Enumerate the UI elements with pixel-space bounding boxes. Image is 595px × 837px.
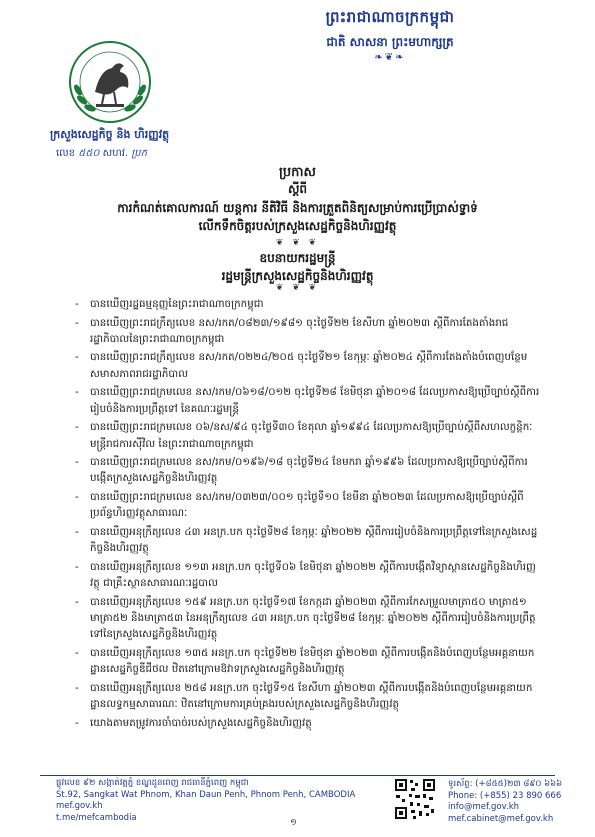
list-item: - បានឃើញអនុក្រឹត្យលេខ ១៣៥ អនក្រ.បក ចុះថ្ងៃទី២២ ខែមិថុនា ឆ្នាំ២០២៣ ស្តីពីការបង្កើតនិងបំពេញបន្ថែមអគ្គនាយកដ្ឋានសេដ្ឋកិច្ចឌីជីថល ឋិតនៅក្រោមឱវាទក្រសួងសេដ្ឋកិច្ចនិងហិរញ្ញវត្ថុ bbox=[70, 645, 540, 678]
reference-number bbox=[56, 146, 147, 161]
address-kh: ផ្លូវលេខ ៩២ សង្កាត់វត្តភ្នំ ខណ្ឌដូនពេញ រាជធានីភ្នំពេញ កម្ពុជា bbox=[56, 778, 249, 788]
list-item: - បានឃើញព្រះរាជក្រមលេខ នស/រកម/០៣២៣/០០១ ចុះថ្ងៃទី១០ ខែមីនា ឆ្នាំ២០២៣ ដែលប្រកាសឱ្យប្រើច្បាប់ស្តីពីប្រព័ន្ធហិរញ្ញវត្ថុសាធារណៈ bbox=[70, 489, 540, 522]
list-item: - បានឃើញព្រះរាជក្រឹត្យលេខ នស/រកត/០៨២៣/១៩៨១ ចុះថ្ងៃទី២២ ខែសីហា ឆ្នាំ២០២៣ ស្តីពីការតែងតាំងរាជរដ្ឋាភិបាលនៃព្រះរាជាណាចក្រកម្ពុជា bbox=[70, 315, 540, 348]
footer-contact bbox=[448, 779, 562, 825]
footer-address bbox=[56, 778, 355, 824]
address-en: St.92, Sangkat Wat Phnom, Khan Daun Penh, Phnom Penh, CAMBODIA bbox=[56, 789, 356, 800]
kingdom-header bbox=[200, 8, 580, 63]
list-item: - បានឃើញរដ្ឋធម្មនុញ្ញនៃព្រះរាជាណាចក្រកម្ពុជា bbox=[70, 296, 540, 312]
list-item: - បានឃើញអនុក្រឹត្យលេខ ១៥៩ អនក្រ.បក ចុះថ្ងៃទី១៧ ខែកក្កដា ឆ្នាំ២០២៣ ស្តីពីការកែសម្រួលមាត្រា៥០ មាត្រា៥១ មាត្រា៥២ និងមាត្រា៥៣ នៃអនុក្រឹត្យលេខ ៤៣ អនក្រ.បក ចុះថ្ងៃទី២៨ ខែកុម្ភៈ ឆ្នាំ២០២២ ស្តីពីការរៀបចំនិងការប្រព្រឹត្តទៅនៃក្រសួងសេដ្ឋកិច្ចនិងហិរញ្ញវត្ថុ bbox=[70, 594, 540, 643]
bird-emblem-icon bbox=[60, 30, 160, 130]
qr-code-icon bbox=[393, 777, 437, 821]
national-motto: ជាតិ សាសនា ព្រះមហាក្សត្រ bbox=[326, 35, 454, 49]
list-item: - យោងតាមតម្រូវការចាំបាច់របស់ក្រសួងសេដ្ឋកិច្ចនិងហិរញ្ញវត្ថុ bbox=[70, 715, 540, 731]
ref-label: លេខ bbox=[56, 148, 76, 159]
list-item: - បានឃើញព្រះរាជក្រមលេខ ០៦/នស/៩៤ ចុះថ្ងៃទី៣០ ខែតុលា ឆ្នាំ១៩៩៤ ដែលប្រកាសឱ្យប្រើច្បាប់ស្តីពីសហលក្ខន្តិកៈមន្ត្រីរាជការស៊ីវិល នៃព្រះរាជាណាចក្រកម្ពុជា bbox=[70, 419, 540, 452]
ministry-name: ក្រសួងសេដ្ឋកិច្ច និង ហិរញ្ញវត្ថុ bbox=[50, 128, 170, 141]
footer-divider bbox=[40, 775, 555, 776]
subject-line-2: លើកទឹកចិត្តរបស់ក្រសួងសេដ្ឋកិច្ចនិងហិរញ្ញវត្ថុ bbox=[198, 219, 397, 233]
page-number: ១ bbox=[290, 818, 297, 828]
ref-number: ៥៥០ bbox=[78, 148, 100, 159]
title-ornament: ❦ ❦ ❦ bbox=[275, 238, 320, 248]
kingdom-title: ព្រះរាជាណាចក្រកម្ពុជា bbox=[325, 8, 455, 26]
issuer-ornament: ❦ ❦ ❦ bbox=[275, 283, 320, 293]
issuer-title: ឧបនាយករដ្ឋមន្ត្រី bbox=[259, 251, 336, 265]
telegram-link[interactable]: t.me/mefcambodia bbox=[56, 812, 137, 823]
website-link[interactable]: mef.gov.kh bbox=[56, 801, 103, 811]
email-cabinet[interactable]: mef.cabinet@mef.gov.kh bbox=[448, 813, 554, 824]
list-item: - បានឃើញព្រះរាជក្រឹត្យលេខ នស/រកត/០២២៤/២០៥ ចុះថ្ងៃទី២១ ខែកុម្ភៈ ឆ្នាំ២០២៤ ស្តីពីការតែងតាំងបំពេញបន្ថែមសមាសភាពរាជរដ្ឋាភិបាល bbox=[70, 349, 540, 382]
ref-suffix: សហវ. bbox=[102, 148, 129, 159]
issuer-ministry: រដ្ឋមន្ត្រីក្រសួងសេដ្ឋកិច្ចនិងហិរញ្ញវត្ថុ bbox=[221, 269, 374, 283]
list-item: - បានឃើញព្រះរាជក្រមលេខ នស/រកម/០៦១៨/០១២ ចុះថ្ងៃទី២៨ ខែមិថុនា ឆ្នាំ២០១៨ ដែលប្រកាសឱ្យប្រើច្បាប់ស្តីពីការរៀបចំនិងការប្រព្រឹត្តទៅ នៃគណៈរដ្ឋមន្ត្រី bbox=[70, 384, 540, 417]
document-type: ប្រកាស bbox=[279, 165, 316, 180]
subject-line-1: ការកំណត់គោលការណ៍ យន្តការ នីតិវិធី និងការត្រួតពិនិត្យសម្រាប់ការប្រើប្រាស់ទ្វាទ់ bbox=[117, 201, 478, 215]
phone-en: Phone: (+855) 23 890 666 bbox=[448, 790, 562, 801]
ref-hand: ប្រក bbox=[131, 148, 147, 159]
list-item: - បានឃើញអនុក្រឹត្យលេខ ១១៣ អនក្រ.បក ចុះថ្ងៃទី០៦ ខែមិថុនា ឆ្នាំ២០២២ ស្តីពីការបង្កើតវិទ្យាស្ថានសេដ្ឋកិច្ចនិងហិរញ្ញវត្ថុ ជាគ្រឹះស្ថានសាធារណៈរដ្ឋបាល bbox=[70, 559, 540, 592]
phone-kh: ទូរស័ព្ទ: (+៨៥៥)២៣ ៨៩០ ៦៦៦ bbox=[448, 779, 563, 789]
document-subject bbox=[40, 199, 555, 235]
list-item: - បានឃើញអនុក្រឹត្យលេខ ៤៣ អនក្រ.បក ចុះថ្ងៃទី២៨ ខែកុម្ភៈ ឆ្នាំ២០២២ ស្តីពីការរៀបចំនិងការប្រព្រឹត្តទៅនៃក្រសួងសេដ្ឋកិច្ចនិងហិរញ្ញវត្ថុ bbox=[70, 524, 540, 557]
document-subtitle: ស្តីពី bbox=[287, 182, 308, 196]
header-ornament: ❧❦❧ bbox=[374, 52, 406, 63]
consideration-list bbox=[70, 296, 540, 733]
email-info[interactable]: info@mef.gov.kh bbox=[448, 802, 520, 812]
list-item: - បានឃើញព្រះរាជក្រមលេខ នស/រកម/០១៩៦/១៨ ចុះថ្ងៃទី២៤ ខែមករា ឆ្នាំ១៩៩៦ ដែលប្រកាសឱ្យប្រើច្បាប់ស្តីពីការបង្កើតក្រសួងសេដ្ឋកិច្ចនិងហិរញ្ញវត្ថុ bbox=[70, 454, 540, 487]
list-item: - បានឃើញអនុក្រឹត្យលេខ ២៥៨ អនក្រ.បក ចុះថ្ងៃទី១៥ ខែសីហា ឆ្នាំ២០២៣ ស្តីពីការបង្កើតនិងបំពេញបន្ថែមអគ្គនាយកដ្ឋានលទ្ធកម្មសាធារណៈ ឋិតនៅក្រោមការគ្រប់គ្រងរបស់ក្រសួងសេដ្ឋកិច្ចនិងហិរញ្ញវត្ថុ bbox=[70, 680, 540, 713]
